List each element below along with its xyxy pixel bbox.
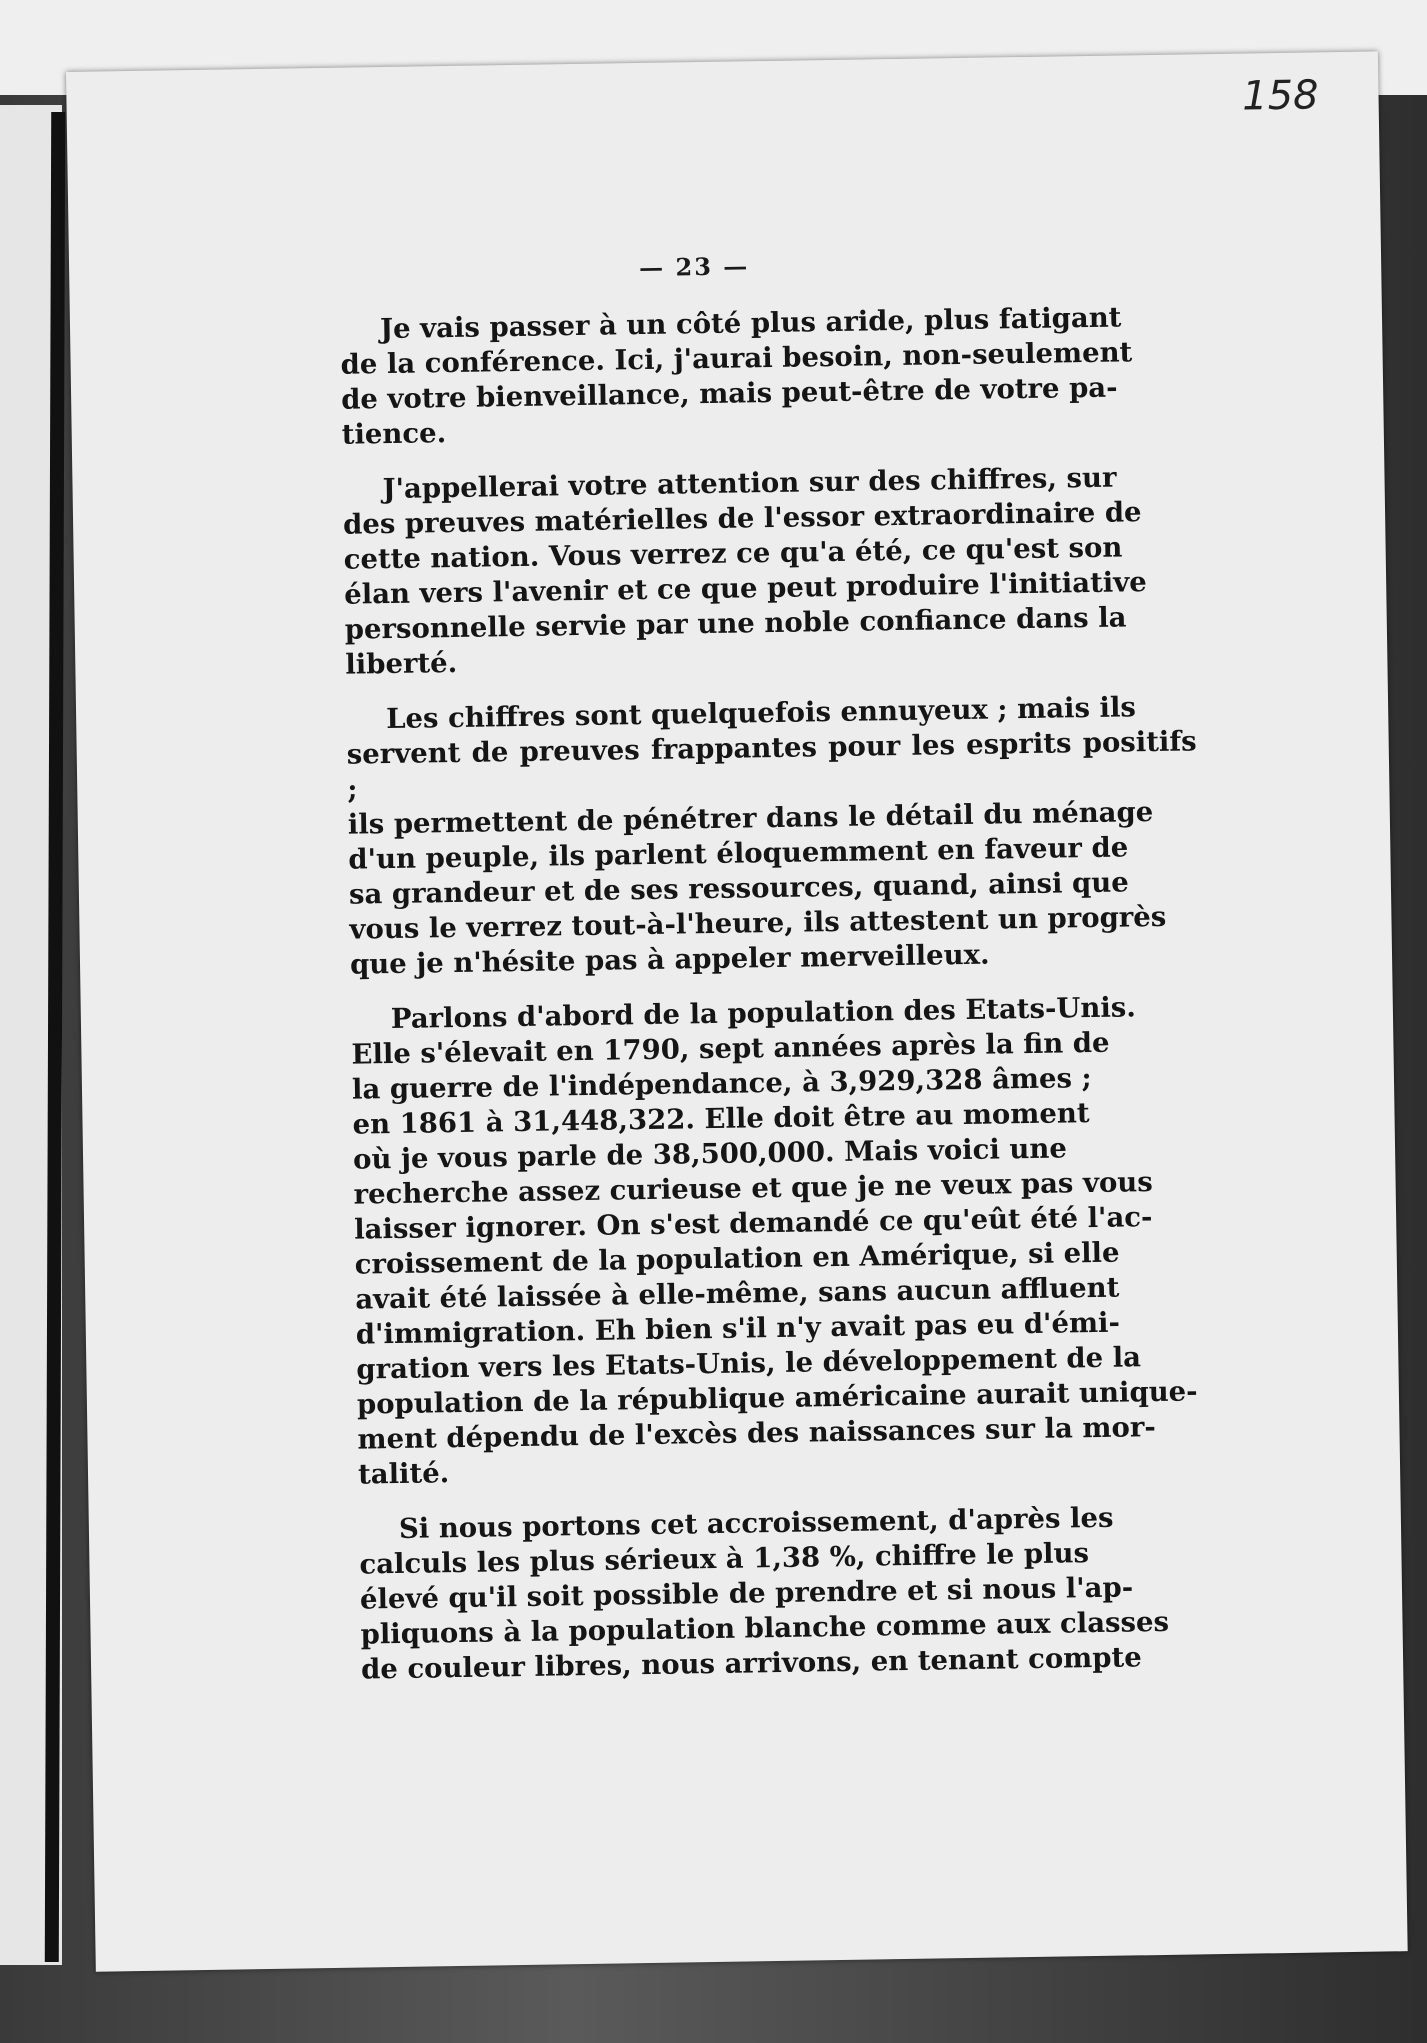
paragraph: Si nous portons cet accroissement, d'après les calculs les plus sérieux à 1,38 %, chiffre le plus élevé qu'il soit possible de prendre et si nous l'ap- pliquons à la population blanche comme aux classes de couleur libres, nous arrivons, en tenant compte — [359, 1501, 1170, 1686]
folio-number: 158 — [1241, 72, 1319, 120]
page-text — [340, 299, 1212, 1707]
page-number: — 23 — — [638, 251, 750, 283]
paragraph: Les chiffres sont quelquefois ennuyeux ; mais ils servent de preuves frappantes pour les esprits positifs ; ils permettent de pénétrer dans le détail du ménage d'un peuple, ils parlent éloquemment en faveur de sa grandeur et de ses ressources, quand, ainsi que vous le verrez tout-à-l'heure, ils attestent un progrès que je n'hésite pas à appeler merveilleux. — [346, 691, 1197, 981]
paragraph: Parlons d'abord de la population des Etats-Unis. Elle s'élevait en 1790, sept années après la fin de la guerre de l'indépendance, à 3,929,328 âmes ; en 1861 à 31,448,322. Elle doit être au moment où je vous parle de 38,500,000. Mais voici une recherche assez curieuse et que je ne veux pas vous laisser ignorer. On s'est demandé ce qu'eût été l'ac- croissement de la population en Amérique, si elle avait été laissée à elle-même, sans aucun affluent d'immigration. Eh bien s'il n'y avait pas eu d'émi- gration vers les Etats-Unis, le développement de la population de la république américaine aurait unique- ment dépendu de l'excès des naissances sur la mor- talité. — [351, 991, 1198, 1491]
paragraph: J'appellerai votre attention sur des chiffres, sur des preuves matérielles de l'essor extraordinaire de cette nation. Vous verrez ce qu'a été, ce qu'est son élan vers l'avenir et ce que peut produire l'initiative personnelle servie par une noble confiance dans la liberté. — [342, 461, 1147, 681]
paragraph: Je vais passer à un côté plus aride, plus fatigant de la conférence. Ici, j'aurai besoin, non-seulement de votre bienveillance, mais peut-être de votre pa- tience. — [340, 301, 1133, 451]
book-page — [66, 51, 1408, 1971]
